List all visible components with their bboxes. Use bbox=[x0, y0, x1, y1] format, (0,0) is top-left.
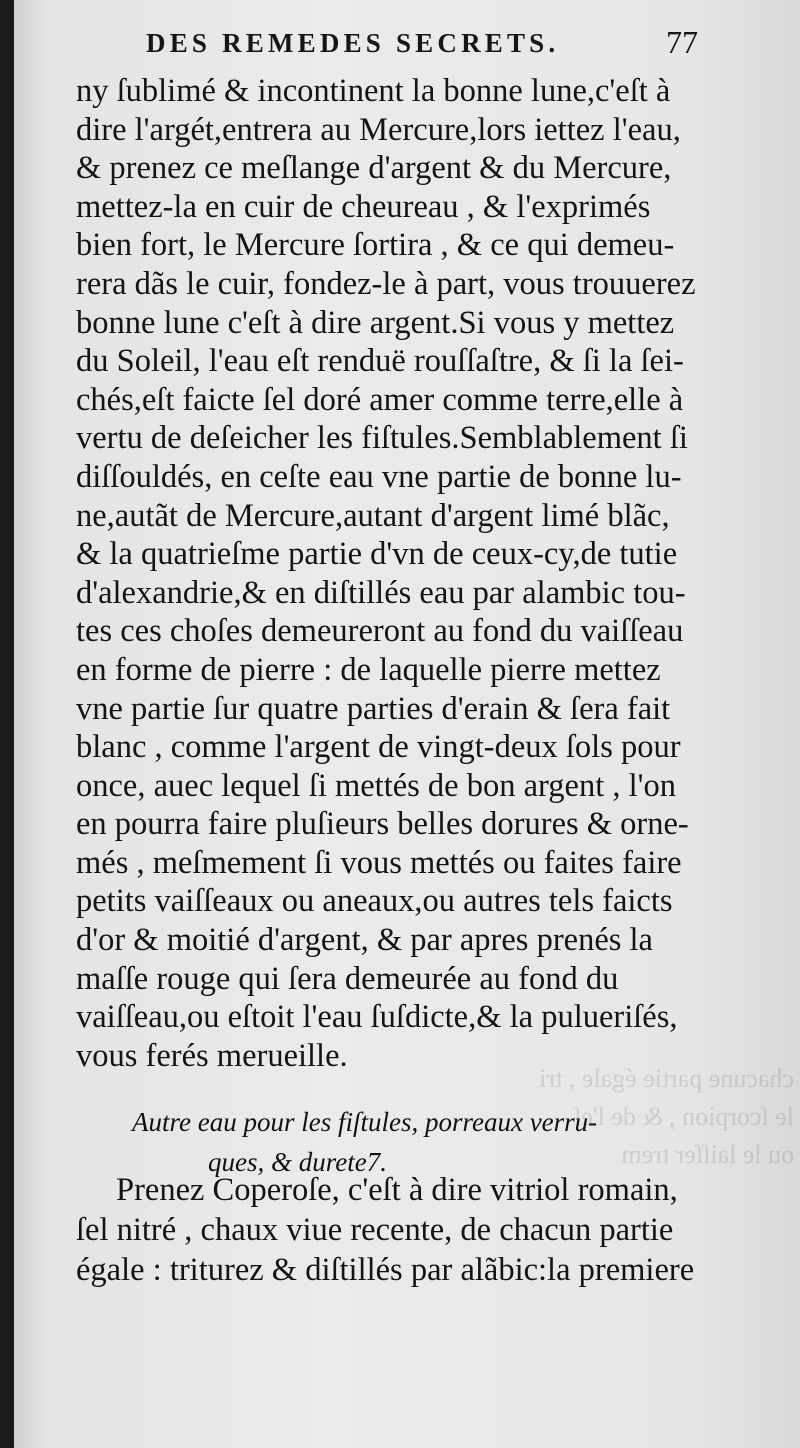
text-line: ne,autãt de Mercure,autant d'argent limé blãc, bbox=[76, 497, 670, 534]
text-line: & la quatrieſme partie d'vn de ceux-cy,de tutie bbox=[76, 536, 678, 573]
running-title: DES REMEDES SECRETS. bbox=[146, 28, 560, 58]
text-line: més , meſmement ſi vous mettés ou faites faire bbox=[76, 844, 682, 881]
text-line: ny ſublimé & incontinent la bonne lune,c'eſt à bbox=[76, 73, 671, 109]
text-line: bonne lune c'eſt à dire argent.Si vous y mettez bbox=[76, 304, 675, 341]
text-line: petits vaiſſeaux ou aneaux,ou autres tels faicts bbox=[76, 883, 673, 920]
text-line: en pourra faire pluſieurs belles dorures & orne- bbox=[76, 806, 689, 843]
text-line: mettez-la en cuir de cheureau , & l'exprimés bbox=[76, 188, 651, 225]
text-line: ſel nitré , chaux viue recente, de chacun partie bbox=[76, 1212, 674, 1248]
main-text-block bbox=[76, 72, 736, 1075]
text-line: dire l'argét,entrera au Mercure,lors iettez l'eau, bbox=[76, 111, 681, 148]
text-line: vaiſſeau,ou eſtoit l'eau ſuſdicte,& la pulueriſés, bbox=[76, 999, 678, 1036]
text-line: vne partie ſur quatre parties d'erain & ſera fait bbox=[76, 690, 671, 727]
text-line: égale : triturez & diſtillés par alãbic:la premiere bbox=[76, 1252, 695, 1288]
show-through-line: ou le laiſſer trem bbox=[621, 1140, 794, 1169]
text-line: rera dãs le cuir, fondez-le à part, vous trouuerez bbox=[76, 265, 696, 302]
text-line: d'alexandrie,& en diſtillés eau par alambic tou- bbox=[76, 574, 686, 611]
page-number: 77 bbox=[666, 24, 698, 60]
page-header bbox=[146, 24, 706, 64]
text-line: vertu de deſeicher les fiſtules.Semblablement ſi bbox=[76, 420, 688, 457]
text-line: & prenez ce meſlange d'argent & du Mercure, bbox=[76, 150, 672, 187]
show-through-line: le ſcorpion , & de l'eſ bbox=[574, 1102, 794, 1131]
text-line: maſſe rouge qui ſera demeurée au fond du bbox=[76, 960, 619, 997]
text-line: tes ces choſes demeureront au fond du vaiſſeau bbox=[76, 613, 684, 650]
text-line: bien fort, le Mercure ſortira , & ce qui demeu- bbox=[76, 227, 675, 264]
show-through-line: chacune partie égale , tri bbox=[539, 1064, 794, 1093]
text-line: Prenez Coperoſe, c'eſt à dire vitriol romain, bbox=[116, 1172, 678, 1208]
book-page bbox=[14, 0, 800, 1448]
text-line: vous ferés merueille. bbox=[76, 1037, 348, 1074]
heading-line: Autre eau pour les fiſtules, porreaux verru- bbox=[132, 1107, 598, 1137]
text-line: en forme de pierre : de laquelle pierre mettez bbox=[76, 651, 661, 688]
text-line: chés,eſt faicte ſel doré amer comme terre,elle à bbox=[76, 381, 684, 418]
text-line: du Soleil, l'eau eſt renduë rouſſaſtre, & ſi la ſei- bbox=[76, 343, 684, 380]
text-line: blanc , comme l'argent de vingt-deux ſols pour bbox=[76, 729, 681, 766]
recipe-text-block bbox=[76, 1170, 736, 1290]
text-line: diſſouldés, en ceſte eau vne partie de bonne lu- bbox=[76, 458, 682, 495]
text-line: once, auec lequel ſi mettés de bon argent , l'on bbox=[76, 767, 676, 804]
text-line: d'or & moitié d'argent, & par apres prenés la bbox=[76, 922, 653, 959]
heading-line: ques, & durete7. bbox=[208, 1147, 387, 1177]
